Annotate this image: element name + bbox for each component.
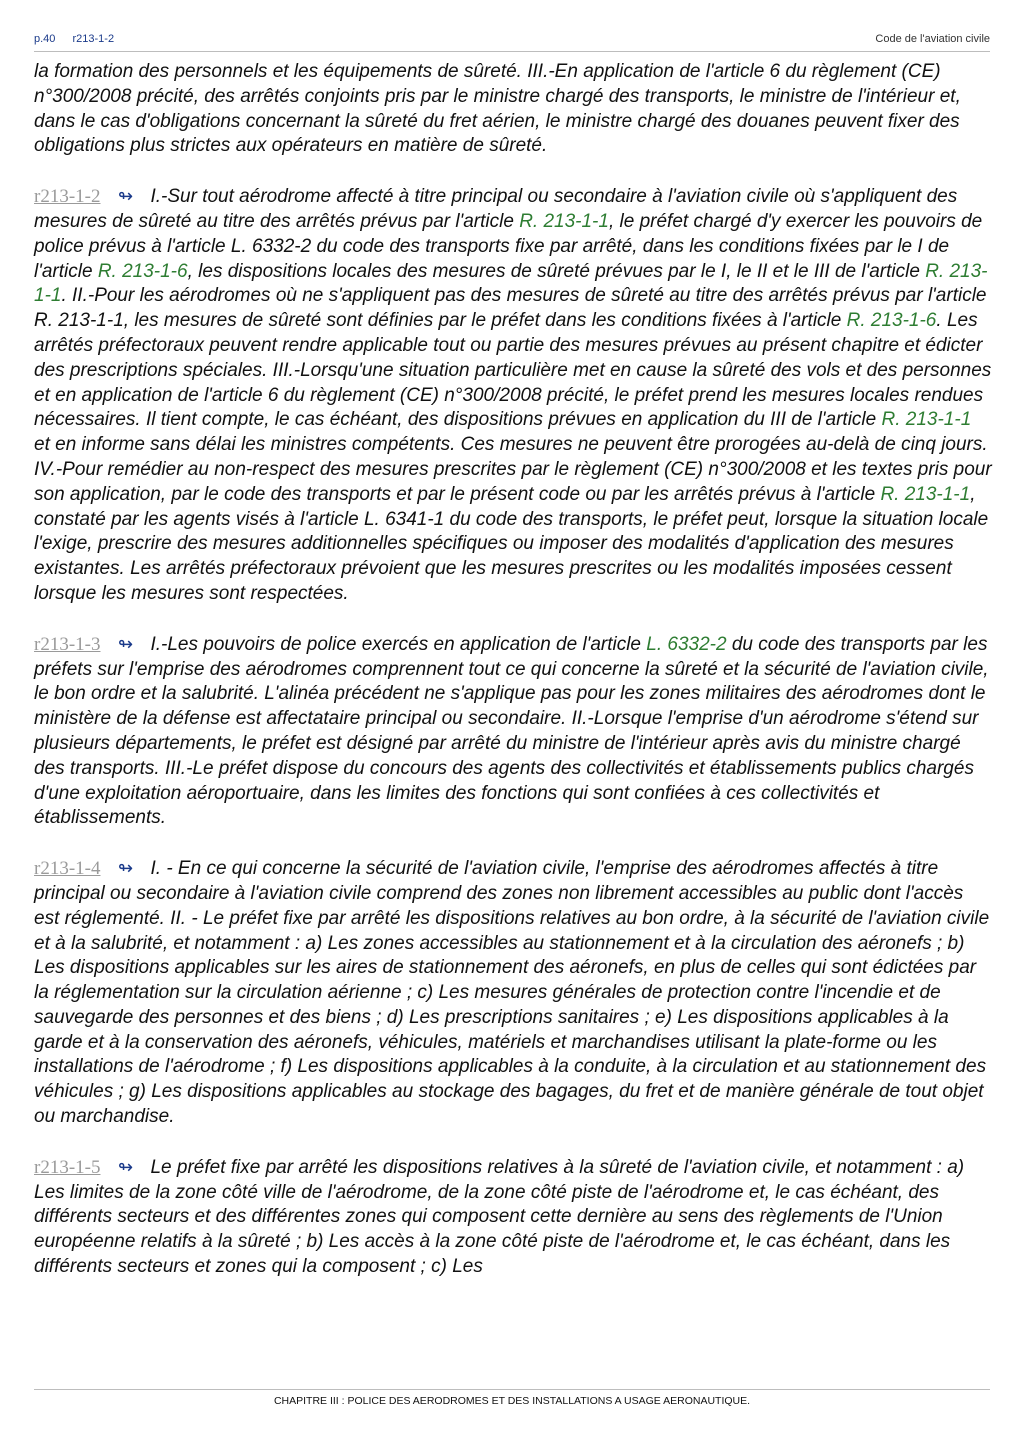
cross-reference-link[interactable]: R. 213-1-1 — [880, 483, 971, 505]
article-text: I.-Les pouvoirs de police exercés en application de l'article — [150, 633, 647, 655]
article-text: , constaté par les agents visés à l'article L. 6341-1 du code des transports, le préfet peut, lorsque la situation locale l'exige, prescrire des mesures additionnelles spécifiques ou imposer des modalités d'application des mesures existantes. Les arrêtés préfectoraux prévoient que les mesures prescrites ou les modalités imposées cessent lorsque les mesures sont respectées. — [34, 483, 989, 604]
cross-reference-link[interactable]: R. 213-1-1 — [519, 210, 609, 232]
article-id-link[interactable]: r213-1-5 — [34, 1156, 101, 1178]
article-text: et en informe sans délai les ministres compétents. Ces mesures ne peuvent être prorogées au-delà de cinq jours. IV.-Pour remédier au non-respect des mesures prescrites par le règlement (CE) n°300/2008 et les textes pris pour son application, par le code des transports et par le présent code ou par les arrêtés prévus à l'article — [34, 434, 992, 505]
paragraph-text: la formation des personnels et les équipements de sûreté. III.-En application de l'article 6 du règlement (CE) n°300/2008 précité, des arrêtés conjoints pris par le ministre chargé des transports, le ministre de l'intérieur et, dans le cas d'obligations concernant la sûreté du fret aérien, le ministre chargé des douanes peuvent fixer des obligations plus strictes aux opérateurs en matière de sûreté. — [34, 61, 961, 157]
cross-reference-link[interactable]: R. 213-1-6 — [97, 260, 188, 282]
article-r213-1-3 — [34, 632, 992, 831]
article-text: du code des transports par les préfets sur l'emprise des aérodromes comprennent tout ce qui concerne la sûreté et la sécurité de l'aviation civile, le bon ordre et la salubrité. L'alinéa précédent ne s'applique pas pour les zones militaires des aérodromes dont le ministère de la défense est affectataire principal ou secondaire. II.-Lorsque l'emprise d'un aérodrome s'étend sur plusieurs départements, le préfet est désigné par arrêté du ministre de l'intérieur après avis du ministre chargé des transports. III.-Le préfet dispose du concours des agents des collectivités et établissements publics chargés d'une exploitation aéroportuaire, dans les limites des fonctions qui sont confiées à ces collectivités et établissements. — [34, 633, 989, 829]
paragraph-continued — [34, 60, 992, 159]
cross-reference-link[interactable]: L. 6332-2 — [646, 633, 727, 655]
article-text: . II.-Pour les aérodromes où ne s'appliquent pas des mesures de sûreté au titre des arrêtés prévus par l'article R. 213-1-1, les mesures de sûreté sont définies par le préfet dans les conditions fixées à l'article — [34, 285, 987, 332]
return-arrow-icon[interactable]: ↬ — [117, 633, 134, 654]
return-arrow-icon[interactable]: ↬ — [117, 858, 134, 879]
cross-reference-link[interactable]: R. 213-1-6 — [846, 310, 937, 332]
header-article-ref[interactable]: r213-1-2 — [72, 33, 115, 45]
article-r213-1-5 — [34, 1155, 992, 1280]
cross-reference-link[interactable]: R. 213-1-1 — [881, 409, 972, 431]
article-text: I.-Sur tout aérodrome affecté à titre principal ou secondaire à l'aviation civile où s'appliquent des mesures de sûreté au titre des arrêtés prévus par l'article — [34, 186, 958, 232]
article-id-link[interactable]: r213-1-4 — [34, 858, 101, 880]
article-text: I. - En ce qui concerne la sécurité de l'aviation civile, l'emprise des aérodromes affectés à titre principal ou secondaire à l'aviation civile comprend des zones non librement accessibles au public dont l'accès est réglementé. II. - Le préfet fixe par arrêté les dispositions relatives au bon ordre, à la sécurité de l'aviation civile et à la salubrité, et notamment : a) Les zones accessibles au stationnement et à la circulation des aéronefs ; b) Les dispositions applicables sur les aires de stationnement des aéronefs, en plus de celles qui sont édictées par la réglementation sur la circulation aérienne ; c) Les mesures générales de protection contre l'incendie et de sauvegarde des personnes et des biens ; d) Les prescriptions sanitaires ; e) Les dispositions applicables à la garde et à la conservation des aéronefs, véhicules, matériels et marchandises utilisant la plate-forme ou les installations de l'aérodrome ; f) Les dispositions applicables à la conduite, à la circulation et au stationnement des véhicules ; g) Les dispositions applicables au stockage des bagages, du fret et de manière générale de tout objet ou marchandise. — [34, 858, 990, 1128]
article-text: , les dispositions locales des mesures de sûreté prévues par le I, le II et le III de l'article — [187, 260, 926, 282]
document-title: Code de l'aviation civile — [875, 33, 990, 45]
page-header — [34, 33, 990, 51]
chapter-footer: CHAPITRE III : POLICE DES AERODROMES ET DES INSTALLATIONS A USAGE AERONAUTIQUE. — [273, 1395, 751, 1407]
article-r213-1-4 — [34, 856, 992, 1130]
header-left — [34, 33, 114, 45]
article-text: , le préfet chargé d'y exercer les pouvoirs de police prévus à l'article L. 6332-2 du code des transports fixe par arrêté, dans les conditions fixées par le I de l'article — [34, 210, 983, 282]
document-body — [34, 60, 992, 1305]
article-text: . Les arrêtés préfectoraux peuvent rendre applicable tout ou partie des mesures prévues au présent chapitre et édicter des prescriptions spéciales. III.-Lorsqu'une situation particulière met en cause la sûreté des vols et des personnes et en application de l'article 6 du règlement (CE) n°300/2008 précité, le préfet prend les mesures locales rendues nécessaires. Il tient compte, le cas échéant, des dispositions prévues en application du III de l'article — [34, 310, 992, 431]
footer-divider — [34, 1389, 990, 1390]
article-text: Le préfet fixe par arrêté les dispositions relatives à la sûreté de l'aviation civile, et notamment : a) Les limites de la zone côté ville de l'aérodrome, de la zone côté piste de l'aérodrome et, le cas échéant, des différents secteurs et des différentes zones qui composent cette dernière au sens des règlements de l'Union européenne relatifs à la sûreté ; b) Les accès à la zone côté piste de l'aérodrome et, le cas échéant, dans les différents secteurs et zones qui la composent ; c) Les — [34, 1156, 965, 1278]
header-divider — [34, 51, 990, 52]
article-r213-1-2 — [34, 184, 992, 607]
article-id-link[interactable]: r213-1-3 — [34, 633, 101, 655]
cross-reference-link[interactable]: R. 213-1-1 — [34, 260, 988, 307]
article-id-link[interactable]: r213-1-2 — [34, 186, 101, 208]
page-number: p.40 — [34, 33, 56, 45]
return-arrow-icon[interactable]: ↬ — [117, 1156, 134, 1177]
return-arrow-icon[interactable]: ↬ — [117, 186, 134, 207]
